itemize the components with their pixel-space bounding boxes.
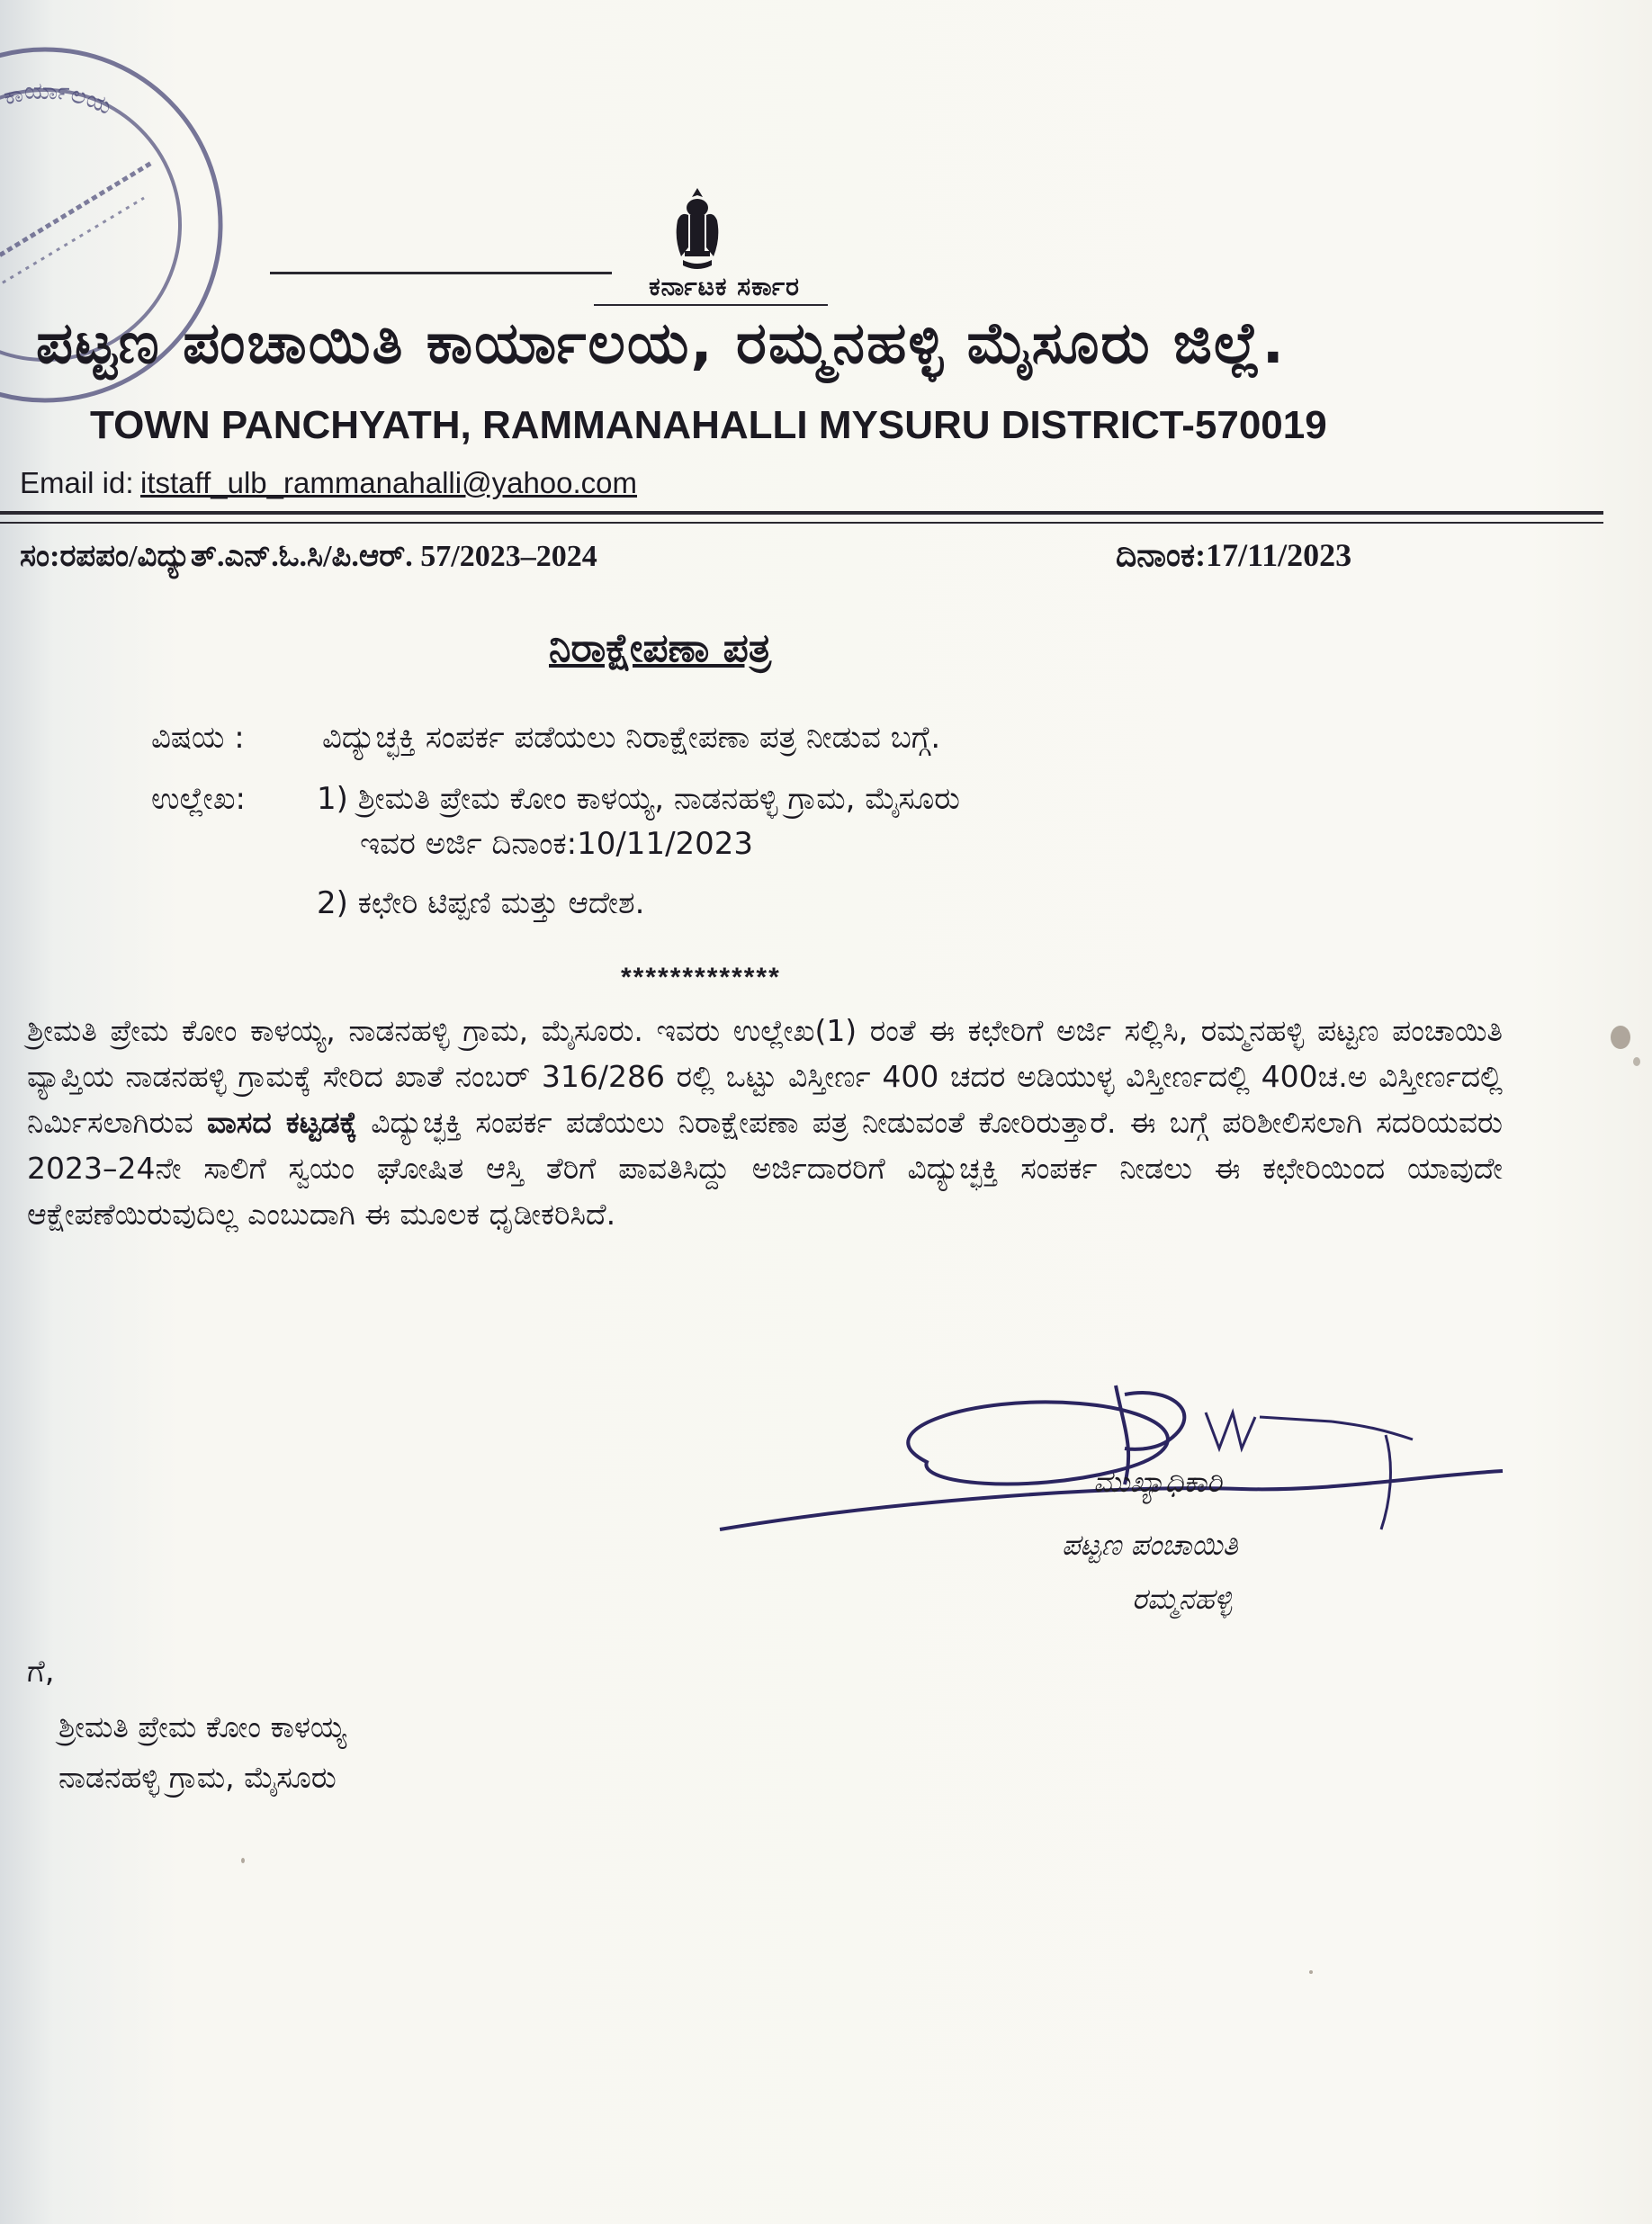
- government-name: ಕರ್ನಾಟಕ ಸರ್ಕಾರ: [649, 272, 800, 301]
- body-text-part2: ವಿದ್ಯುಚ್ಛಕ್ತಿ ಸಂಪರ್ಕ ಪಡೆಯಲು ನಿರಾಕ್ಷೇಪಣಾ ಪತ್ರ ನೀಡುವಂತೆ ಕೋರಿರುತ್ತಾರೆ. ಈ ಬಗ್ಗೆ ಪರಿಶೀಲಿಸಲಾಗಿ ಸದರಿಯವರು 2023–24ನೇ ಸಾಲಿಗೆ ಸ್ವಯಂ ಘೋಷಿತ ಆಸ್ತಿ ತೆರಿಗೆ ಪಾವತಿಸಿದ್ದು ಅರ್ಜಿದಾರರಿಗೆ ವಿದ್ಯುಚ್ಛಕ್ತಿ ಸಂಪರ್ಕ ನೀಡಲು ಈ ಕಛೇರಿಯಿಂದ ಯಾವುದೇ ಆಕ್ಷೇಪಣೆಯಿರುವುದಿಲ್ಲ ಎಂಬುದಾಗಿ ಈ ಮೂಲಕ ಧೃಡೀಕರಿಸಿದೆ.: [27, 1105, 1503, 1232]
- reference-1-continued: ಇವರ ಅರ್ಜಿ ದಿನಾಂಕ:10/11/2023: [360, 826, 754, 862]
- state-emblem-icon: [661, 184, 733, 274]
- subject-text: ವಿದ್ಯುಚ್ಛಕ್ತಿ ಸಂಪರ್ಕ ಪಡೆಯಲು ನಿರಾಕ್ಷೇಪಣಾ ಪತ್ರ ನೀಡುವ ಬಗ್ಗೆ.: [322, 720, 941, 756]
- scan-speck: [1633, 1057, 1640, 1066]
- signatory-place: ರಮ್ಮನಹಳ್ಳಿ: [1132, 1582, 1233, 1616]
- subject-label: ವಿಷಯ :: [151, 720, 245, 756]
- office-title-kannada: ಪಟ್ಟಣ ಪಂಚಾಯಿತಿ ಕಾರ್ಯಾಲಯ, ರಮ್ಮನಹಳ್ಳಿ ಮೈಸೂರು ಜಿಲ್ಲೆ.: [36, 310, 1286, 377]
- signatory-designation: ಮುಖ್ಯಾಧಿಕಾರಿ: [1093, 1465, 1222, 1499]
- office-title-english: TOWN PANCHYATH, RAMMANAHALLI MYSURU DISTRICT-570019: [90, 403, 1327, 447]
- references-label: ಉಲ್ಲೇಖ:: [151, 781, 246, 817]
- letter-date: ದಿನಾಂಕ:17/11/2023: [1116, 537, 1352, 573]
- reference-2: 2) ಕಛೇರಿ ಟಿಪ್ಪಣಿ ಮತ್ತು ಆದೇಶ.: [317, 885, 645, 921]
- scan-speck: [241, 1858, 245, 1863]
- separator-stars: *************: [621, 963, 781, 992]
- body-text-bold: ವಾಸದ ಕಟ್ಟಡಕ್ಕೆ: [206, 1105, 357, 1140]
- body-paragraph: [27, 1008, 1503, 1237]
- recipient-label: ಗೆ,: [27, 1654, 55, 1690]
- recipient-address: ನಾಡನಹಳ್ಳಿ ಗ್ರಾಮ, ಮೈಸೂರು: [58, 1760, 337, 1795]
- document-title: ನಿರಾಕ್ಷೇಪಣಾ ಪತ್ರ: [549, 625, 772, 671]
- recipient-name: ಶ್ರೀಮತಿ ಪ್ರೇಮ ಕೋಂ ಕಾಳಯ್ಯ: [58, 1709, 346, 1744]
- signatory-office: ಪಟ್ಟಣ ಪಂಚಾಯಿತಿ: [1062, 1528, 1238, 1562]
- stamp-text: ಕಾರ್ಯಾಲಯ: [1, 77, 116, 121]
- email-label: Email id:: [20, 466, 134, 499]
- reference-number: ಸಂ:ರಪಪಂ/ವಿದ್ಯುತ್.ಎನ್.ಓ.ಸಿ/ಪಿ.ಆರ್. 57/2023–2024: [20, 540, 597, 573]
- scan-speck: [1309, 1970, 1313, 1974]
- body-text-part1: ಶ್ರೀಮತಿ ಪ್ರೇಮ ಕೋಂ ಕಾಳಯ್ಯ, ನಾಡನಹಳ್ಳಿ ಗ್ರಾಮ, ಮೈಸೂರು. ಇವರು ಉಲ್ಲೇಖ(1) ರಂತೆ ಈ ಕಛೇರಿಗೆ ಅರ್ಜಿ ಸಲ್ಲಿಸಿ, ರಮ್ಮನಹಳ್ಳಿ ಪಟ್ಟಣ ಪಂಚಾಯಿತಿ ವ್ಯಾಪ್ತಿಯ ನಾಡನಹಳ್ಳಿ ಗ್ರಾಮಕ್ಕೆ ಸೇರಿದ ಖಾತೆ ನಂಬರ್ 316/286 ರಲ್ಲಿ ಒಟ್ಟು ವಿಸ್ತೀರ್ಣ 400 ಚದರ ಅಡಿಯುಳ್ಳ ವಿಸ್ತೀರ್ಣದಲ್ಲಿ 400ಚ.ಅ ವಿಸ್ತೀರ್ಣದಲ್ಲಿ ನಿರ್ಮಿಸಲಾಗಿರುವ: [27, 1013, 1503, 1140]
- reference-1: 1) ಶ್ರೀಮತಿ ಪ್ರೇಮ ಕೋಂ ಕಾಳಯ್ಯ, ನಾಡನಹಳ್ಳಿ ಗ್ರಾಮ, ಮೈಸೂರು: [317, 781, 960, 817]
- header-rule-top: [0, 511, 1603, 515]
- svg-text:ಕಾರ್ಯಾಲಯ: [1, 78, 115, 121]
- scan-speck: [1611, 1026, 1630, 1049]
- email-address: itstaff_ulb_rammanahalli@yahoo.com: [140, 466, 638, 499]
- header-divider-left: [270, 272, 612, 274]
- header-rule-bottom: [0, 522, 1603, 524]
- govt-underline: [594, 304, 828, 306]
